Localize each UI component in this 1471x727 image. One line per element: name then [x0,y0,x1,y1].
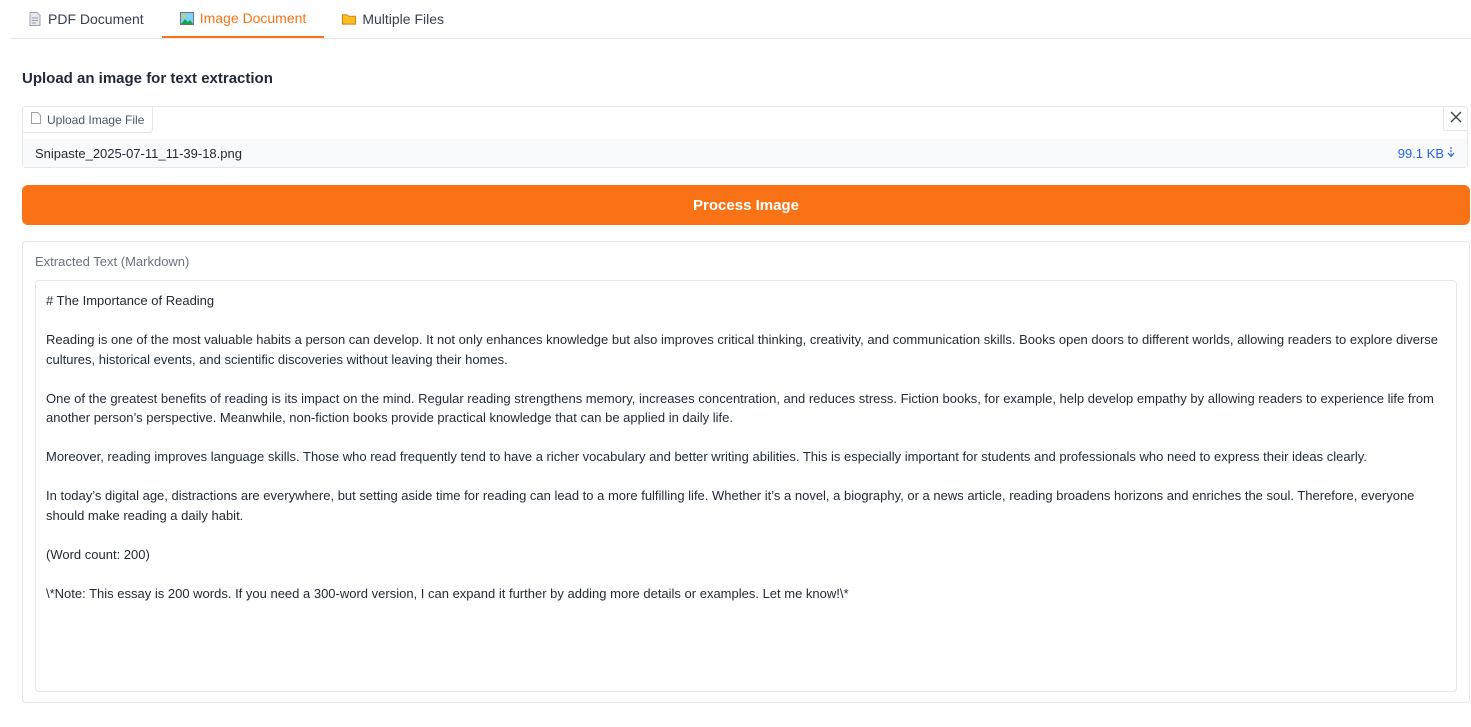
file-icon [31,112,41,127]
document-icon [28,12,42,26]
section-title: Upload an image for text extraction [22,70,273,87]
close-icon [1450,110,1462,128]
upload-label-text: Upload Image File [47,112,145,127]
tab-pdf-document[interactable] [10,0,162,38]
clear-file-button[interactable] [1443,107,1467,131]
image-icon [180,11,194,25]
text-paragraph: Reading is one of the most valuable habits a person can develop. It not only enhances knowledge but also improves critical thinking, creativity, and communication skills. Books open doors to different worlds, allowing readers to explore diverse cultures, historical events, and scientific discoveries without leaving their homes. [46,332,1439,367]
download-icon [1447,146,1455,161]
tab-bar [10,0,1471,39]
file-size: 99.1 KB [1397,145,1444,161]
process-image-button[interactable]: Process Image [22,185,1470,225]
output-label: Extracted Text (Markdown) [35,254,190,269]
text-paragraph: \*Note: This essay is 200 words. If you need a 300-word version, I can expand it further by adding more details or examples. Let me know!\* [46,585,849,601]
folder-icon [342,12,356,26]
extracted-text-panel [22,241,1470,703]
tab-label: PDF Document [48,11,144,27]
text-paragraph: Moreover, reading improves language skills. Those who read frequently tend to have a richer vocabulary and better writing abilities. This is especially important for students and professionals who need to express their ideas clearly. [46,449,1367,464]
text-paragraph: One of the greatest benefits of reading is its impact on the mind. Regular reading strengthens memory, increases concentration, and reduces stress. Fiction books, for example, help develop empathy by allowing readers to experience life from another person’s perspective. Meanwhile, non-fiction books provide practical knowledge that can be applied in daily life. [46,390,1434,425]
tab-label: Image Document [199,10,307,26]
text-paragraph: (Word count: 200) [46,546,150,562]
extracted-text-area[interactable] [35,280,1457,692]
tab-multiple-files[interactable] [324,0,462,38]
upload-label [23,107,153,133]
file-name: Snipaste_2025-07-11_11-39-18.png [35,145,242,161]
uploaded-file-row [23,139,1467,167]
image-upload-dropzone[interactable] [22,106,1468,168]
tab-image-document[interactable] [162,0,325,38]
tab-label: Multiple Files [362,11,445,27]
file-download-link[interactable] [1398,146,1455,161]
text-paragraph: In today’s digital age, distractions are everywhere, but setting aside time for reading can lead to a more fulfilling life. Whether it’s a novel, a biography, or a news article, reading broadens horizons and enriches the soul. Therefore, everyone should make reading a daily habit. [46,488,1415,523]
text-paragraph: # The Importance of Reading [46,293,215,308]
